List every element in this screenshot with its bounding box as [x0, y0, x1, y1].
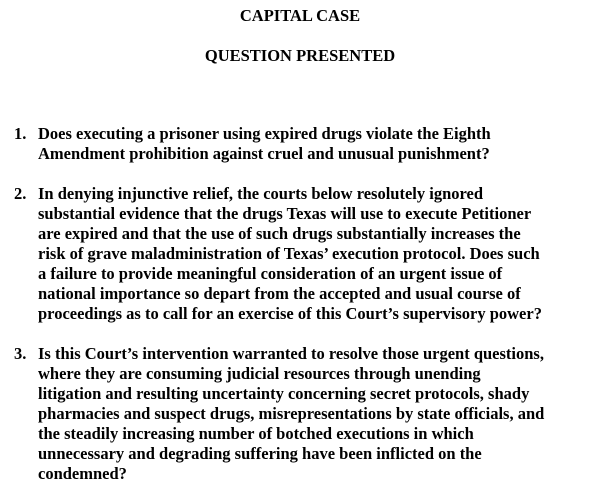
- question-number: 2.: [14, 184, 27, 203]
- question-text-line: where they are consuming judicial resources through unending: [38, 364, 481, 383]
- question-text-line: Does executing a prisoner using expired drugs violate the Eighth: [38, 124, 491, 143]
- question-item: [14, 184, 598, 324]
- question-text-line: condemned?: [38, 464, 127, 483]
- question-text-line: a failure to provide meaningful consideration of an urgent issue of: [38, 264, 503, 283]
- question-number: 3.: [14, 344, 27, 363]
- question-text-line: are expired and that the use of such drugs substantially increases the: [38, 224, 521, 243]
- question-text-line: substantial evidence that the drugs Texas will use to execute Petitioner: [38, 204, 532, 223]
- question-text-line: pharmacies and suspect drugs, misrepresentations by state officials, and: [38, 404, 545, 423]
- question-text-line: Amendment prohibition against cruel and unusual punishment?: [38, 144, 490, 163]
- section-title: QUESTION PRESENTED: [204, 46, 396, 65]
- question-text-line: national importance so depart from the accepted and usual course of: [38, 284, 521, 303]
- question-list: [14, 124, 598, 484]
- question-number: 1.: [14, 124, 27, 143]
- question-item: [14, 344, 598, 484]
- question-item: [14, 124, 598, 164]
- case-label: CAPITAL CASE: [239, 6, 361, 25]
- question-text-line: In denying injunctive relief, the courts below resolutely ignored: [38, 184, 484, 203]
- question-text-line: the steadily increasing number of botched executions in which: [38, 424, 474, 443]
- question-text-line: Is this Court’s intervention warranted to resolve those urgent questions,: [38, 344, 544, 363]
- question-text-line: unnecessary and degrading suffering have been inflicted on the: [38, 444, 482, 463]
- question-text-line: risk of grave maladministration of Texas’ execution protocol. Does such: [38, 244, 540, 263]
- question-text-line: litigation and resulting uncertainty concerning secret protocols, shady: [38, 384, 530, 403]
- question-text-line: proceedings as to call for an exercise of this Court’s supervisory power?: [38, 304, 542, 323]
